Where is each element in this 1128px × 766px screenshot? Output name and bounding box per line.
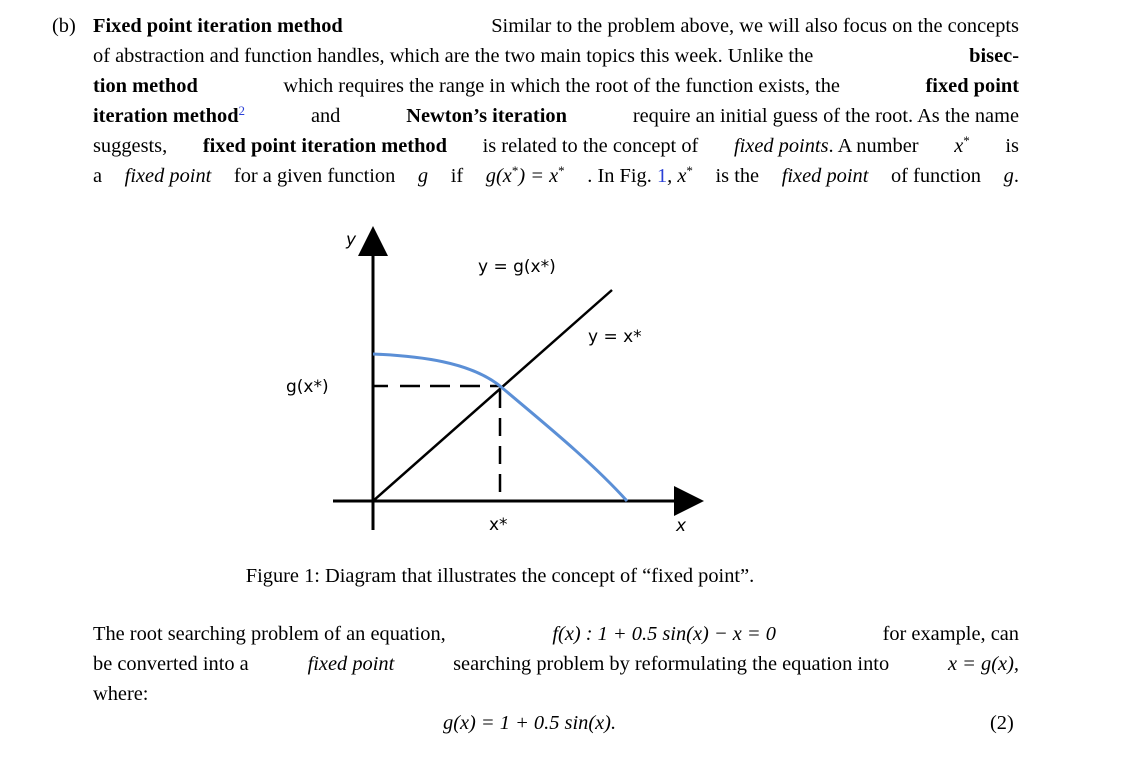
- math-equation-inline: f(x) : 1 + 0.5 sin(x) − x = 0: [552, 623, 776, 645]
- p1-text: which requires the range in which the root of the function exists, the: [283, 75, 840, 97]
- math-star: *: [558, 163, 565, 178]
- math-x: ) = x: [518, 165, 559, 187]
- p2-line-1: [93, 619, 1019, 649]
- p1-text: require an initial guess of the root. As the name: [632, 105, 1019, 127]
- math-x: , x: [667, 165, 687, 187]
- term-fixed-point: fixed point: [925, 75, 1019, 97]
- p1-text: for a given function: [233, 165, 396, 187]
- section-label: (b): [52, 15, 76, 37]
- label-identity: y = x*: [588, 327, 642, 347]
- p1-text: is: [1005, 135, 1019, 157]
- p1-text: Similar to the problem above, we will also focus on the concepts: [491, 15, 1019, 37]
- equation-number: (2): [990, 712, 1014, 734]
- paragraph-2: [93, 619, 1019, 709]
- equation-2: [443, 708, 616, 738]
- p1-text: a: [93, 165, 103, 187]
- footnote-ref[interactable]: 2: [238, 103, 246, 118]
- term-iteration-method: iteration method: [93, 105, 239, 127]
- p2-text: The root searching problem of an equation,: [93, 623, 446, 645]
- p1-text: and: [310, 105, 341, 127]
- p1-text: suggests,: [93, 135, 168, 157]
- p1-text: . A number: [828, 135, 919, 157]
- math-star: *: [686, 163, 693, 178]
- math-g: g: [1003, 165, 1014, 187]
- term-fixed-point-italic: fixed point: [781, 165, 869, 187]
- math-g: g: [485, 165, 496, 187]
- equation-text: g(x) = 1 + 0.5 sin(x).: [443, 712, 617, 734]
- p1-text: . In Fig.: [587, 165, 652, 187]
- p2-text: searching problem by reformulating the equation into: [453, 653, 890, 675]
- p2-line-3: [93, 679, 1019, 709]
- math-star: *: [511, 163, 519, 178]
- math-g: g: [417, 165, 429, 187]
- p1-text: is related to the concept of: [482, 135, 699, 157]
- label-gx: g(x*): [286, 377, 329, 397]
- y-axis-label: y: [346, 230, 357, 250]
- math-x: (x: [496, 165, 512, 187]
- label-xstar: x*: [489, 515, 508, 535]
- p2-text: where:: [93, 683, 149, 705]
- label-gx-point: y = g(x*): [478, 257, 556, 277]
- term-bisection: bisec-: [969, 45, 1019, 67]
- p1-text: of function: [890, 165, 982, 187]
- p1-text: .: [1013, 165, 1019, 187]
- p2-text: be converted into a: [93, 653, 249, 675]
- math-star: *: [963, 133, 970, 148]
- term-fixed-point-italic: fixed point: [124, 165, 212, 187]
- p1-text: is the: [715, 165, 760, 187]
- term-newton: Newton’s iteration: [406, 105, 567, 127]
- term-bisection-end: tion method: [93, 75, 198, 97]
- term-fixed-point-iteration: Fixed point iteration method: [93, 15, 343, 37]
- x-axis-label: x: [676, 516, 687, 536]
- p1-text: of abstraction and function handles, which are the two main topics this week. Unlike the: [93, 45, 814, 67]
- p2-line-2: [93, 649, 1019, 679]
- term-fixed-point-italic: fixed point: [307, 653, 395, 675]
- identity-line: [373, 290, 612, 501]
- p1-text: if: [450, 165, 464, 187]
- term-fpi: fixed point iteration method: [202, 135, 447, 157]
- math-x-eq-gx: x = g(x),: [948, 653, 1019, 675]
- p2-text: for example, can: [882, 623, 1019, 645]
- figure-ref-link[interactable]: 1: [656, 165, 668, 187]
- term-fixed-points: fixed points: [733, 135, 829, 157]
- figure-caption: Figure 1: Diagram that illustrates the concept of “fixed point”.: [245, 565, 755, 587]
- math-x: x: [954, 135, 964, 157]
